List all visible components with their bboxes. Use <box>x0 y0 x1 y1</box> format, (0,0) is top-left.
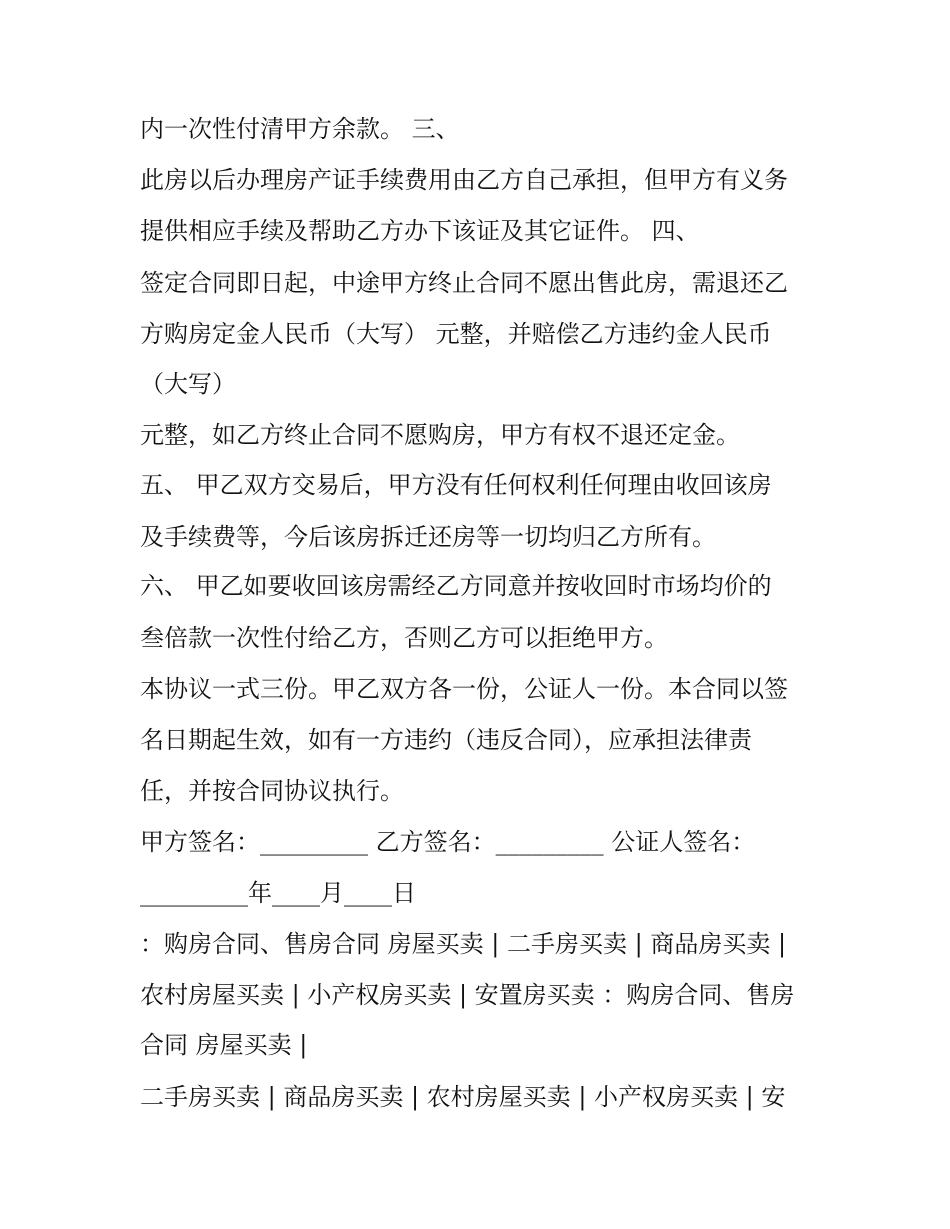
paragraph-line: 方购房定金人民币（大写） 元整，并赔偿乙方违约金人民币 <box>140 320 772 348</box>
paragraph-line: 内一次性付清甲方余款。 三、 <box>140 115 460 143</box>
paragraph-line: 提供相应手续及帮助乙方办下该证及其它证件。 四、 <box>140 217 700 245</box>
paragraph-line: 签定合同即日起，中途甲方终止合同不愿出售此房，需退还乙 <box>140 269 788 297</box>
tags-line: ：购房合同、售房合同 房屋买卖 | 二手房买卖 | 商品房买卖 | <box>140 930 787 958</box>
paragraph-line: 五、 甲乙双方交易后，甲方没有任何权利任何理由收回该房 <box>140 471 772 499</box>
paragraph-line: 本协议一式三份。甲乙双方各一份，公证人一份。本合同以签 <box>140 675 788 703</box>
date-line: _________年____月____日 <box>140 879 416 907</box>
paragraph-line: 及手续费等，今后该房拆迁还房等一切均归乙方所有。 <box>140 523 716 551</box>
tags-line: 二手房买卖 | 商品房买卖 | 农村房屋买卖 | 小产权房买卖 | 安 <box>140 1083 786 1111</box>
paragraph-line: 叁倍款一次性付给乙方，否则乙方可以拒绝甲方。 <box>140 624 668 652</box>
tags-line: 农村房屋买卖 | 小产权房买卖 | 安置房买卖 ：购房合同、售房 <box>140 981 795 1009</box>
paragraph-line: 此房以后办理房产证手续费用由乙方自己承担，但甲方有义务 <box>140 166 788 194</box>
paragraph-line: 六、 甲乙如要收回该房需经乙方同意并按收回时市场均价的 <box>140 572 772 600</box>
signature-line: 甲方签名：_________ 乙方签名：_________ 公证人签名： <box>140 828 756 856</box>
paragraph-line: 任，并按合同协议执行。 <box>140 777 404 805</box>
paragraph-line: 名日期起生效，如有一方违约（违反合同），应承担法律责 <box>140 726 752 754</box>
paragraph-line: （大写） <box>140 370 236 398</box>
paragraph-line: 元整，如乙方终止合同不愿购房，甲方有权不退还定金。 <box>140 421 740 449</box>
tags-line: 合同 房屋买卖 | <box>140 1031 308 1059</box>
